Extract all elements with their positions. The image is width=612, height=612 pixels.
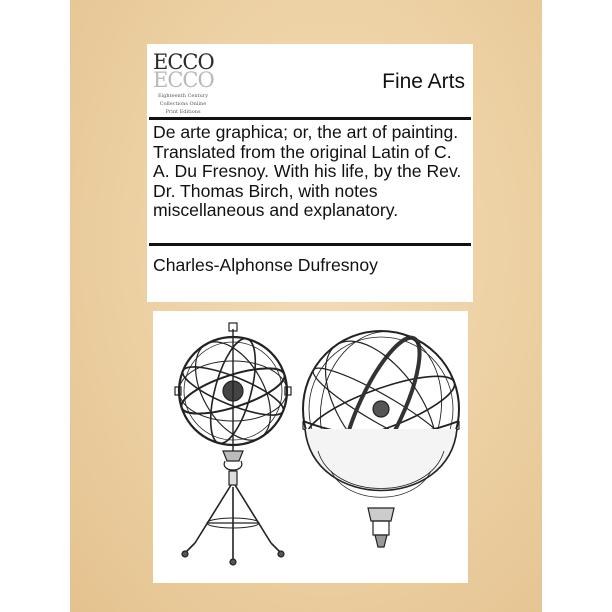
title-panel (147, 44, 473, 302)
logo-subtitle-3: Print Editions (165, 109, 201, 115)
book-author: Charles-Alphonse Dufresnoy (153, 255, 378, 275)
series-label: Fine Arts (382, 70, 465, 93)
ecco-logo (153, 52, 213, 118)
logo-letters: ECCO (153, 50, 214, 74)
divider-top (149, 117, 471, 120)
illustration-panel (153, 311, 468, 583)
book-title: De arte graphica; or, the art of painting. Translated from the original Latin of C. A. Du Fresnoy. With his life, by the Rev. Dr. Thomas Birch, with notes miscellaneous and explanatory. (153, 122, 462, 220)
logo-subtitle-1: Eighteenth Century (157, 93, 209, 99)
logo-letters-reflection: ECCO (153, 68, 214, 92)
armillary-sphere-icon (175, 323, 291, 565)
celestial-globe-icon (301, 322, 461, 547)
divider-bottom (149, 243, 471, 246)
logo-subtitle-2: Collections Online (159, 101, 207, 107)
